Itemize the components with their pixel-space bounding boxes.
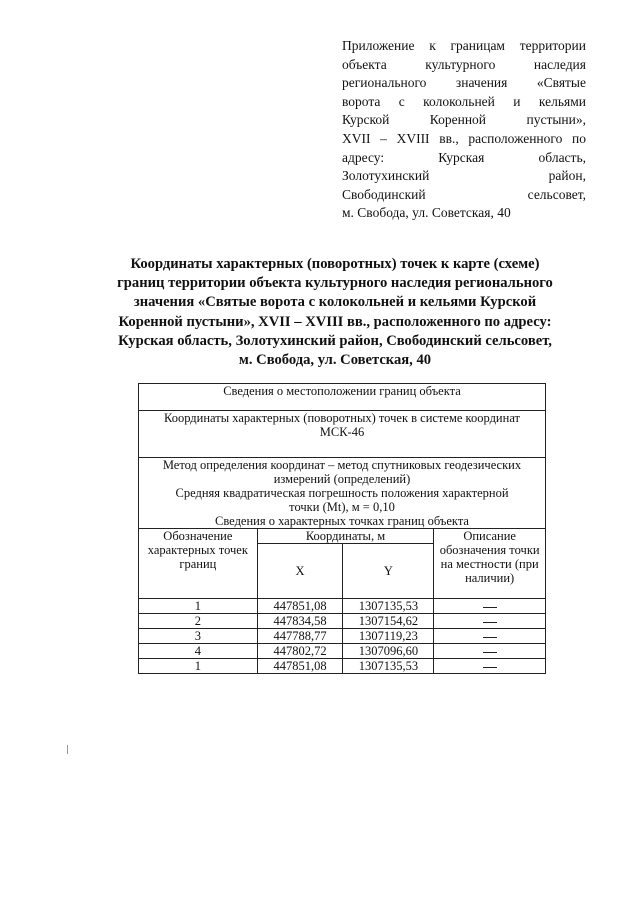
point-cell: 2: [139, 614, 258, 629]
title-line: Координаты характерных (поворотных) точек к карте (схеме): [130, 256, 540, 272]
points-header: Сведения о характерных точках границ объекта: [215, 514, 469, 528]
appendix-note: [342, 37, 586, 223]
appendix-line: адресу: Курская область,: [342, 149, 586, 165]
col-header-description: Описание обозначения точки на местности (при наличии): [434, 529, 546, 599]
y-cell: 1307135,53: [343, 659, 434, 674]
point-cell: 1: [139, 599, 258, 614]
appendix-line: м. Свобода, ул. Советская, 40: [342, 205, 511, 221]
table-section-row: [139, 411, 546, 458]
table-header-row: [139, 529, 546, 544]
accuracy-text: Средняя квадратическая погрешность положения характерной точки (Mt), м = 0,10: [175, 486, 509, 514]
x-cell: 447834,58: [257, 614, 343, 629]
title-line: Коренной пустыни», XVII – XVIII вв., расположенного по адресу:: [118, 313, 552, 330]
title-line: значения «Святые ворота с колокольней и кельями Курской: [133, 294, 537, 311]
col-header-y: Y: [343, 544, 434, 599]
table-row: [139, 629, 546, 644]
document-title: [100, 255, 570, 370]
col-header-point: Обозначение характерных точек границ: [139, 529, 258, 599]
col-header-coords: Координаты, м: [257, 529, 434, 544]
title-line: Курская область, Золотухинский район, Свободинский сельсовет,: [118, 332, 552, 349]
appendix-line: XVII – XVIII вв., расположенного по: [342, 130, 586, 146]
title-line: м. Свобода, ул. Советская, 40: [238, 352, 432, 369]
coordinate-system-cell: Координаты характерных (поворотных) точек в системе координат МСК-46: [139, 411, 546, 458]
dash-mark: [483, 637, 497, 638]
scan-margin-mark: [67, 745, 68, 754]
y-cell: 1307119,23: [343, 629, 434, 644]
table-section-row: [139, 458, 546, 529]
table-row: [139, 644, 546, 659]
table-row: [139, 599, 546, 614]
x-cell: 447802,72: [257, 644, 343, 659]
appendix-line: регионального значения «Святые: [342, 75, 586, 91]
y-cell: 1307135,53: [343, 599, 434, 614]
coordinates-table: [138, 383, 546, 674]
col-header-x: X: [257, 544, 343, 599]
x-cell: 447851,08: [257, 599, 343, 614]
y-cell: 1307154,62: [343, 614, 434, 629]
title-line: границ территории объекта культурного наследия регионального: [117, 275, 553, 292]
point-cell: 3: [139, 629, 258, 644]
point-cell: 1: [139, 659, 258, 674]
method-text: Метод определения координат – метод спутниковых геодезических измерений (определений): [162, 458, 522, 486]
appendix-line: Свободинский сельсовет,: [342, 186, 586, 202]
appendix-line: Золотухинский район,: [342, 168, 586, 184]
dash-mark: [483, 652, 497, 653]
appendix-line: Приложение к границам территории: [342, 38, 586, 53]
appendix-line: ворота с колокольней и кельями: [342, 93, 586, 109]
x-cell: 447788,77: [257, 629, 343, 644]
appendix-line: объекта культурного наследия: [342, 56, 586, 72]
description-cell: [434, 659, 546, 674]
y-cell: 1307096,60: [343, 644, 434, 659]
table-row: [139, 614, 546, 629]
dash-mark: [483, 622, 497, 623]
description-cell: [434, 599, 546, 614]
table-row: [139, 659, 546, 674]
description-cell: [434, 614, 546, 629]
method-cell: [139, 458, 546, 529]
x-cell: 447851,08: [257, 659, 343, 674]
table-section-row: [139, 384, 546, 411]
section-header: Сведения о местоположении границ объекта: [139, 384, 546, 411]
description-cell: [434, 644, 546, 659]
dash-mark: [483, 607, 497, 608]
description-cell: [434, 629, 546, 644]
appendix-line: Курской Коренной пустыни»,: [342, 112, 586, 128]
dash-mark: [483, 667, 497, 668]
point-cell: 4: [139, 644, 258, 659]
